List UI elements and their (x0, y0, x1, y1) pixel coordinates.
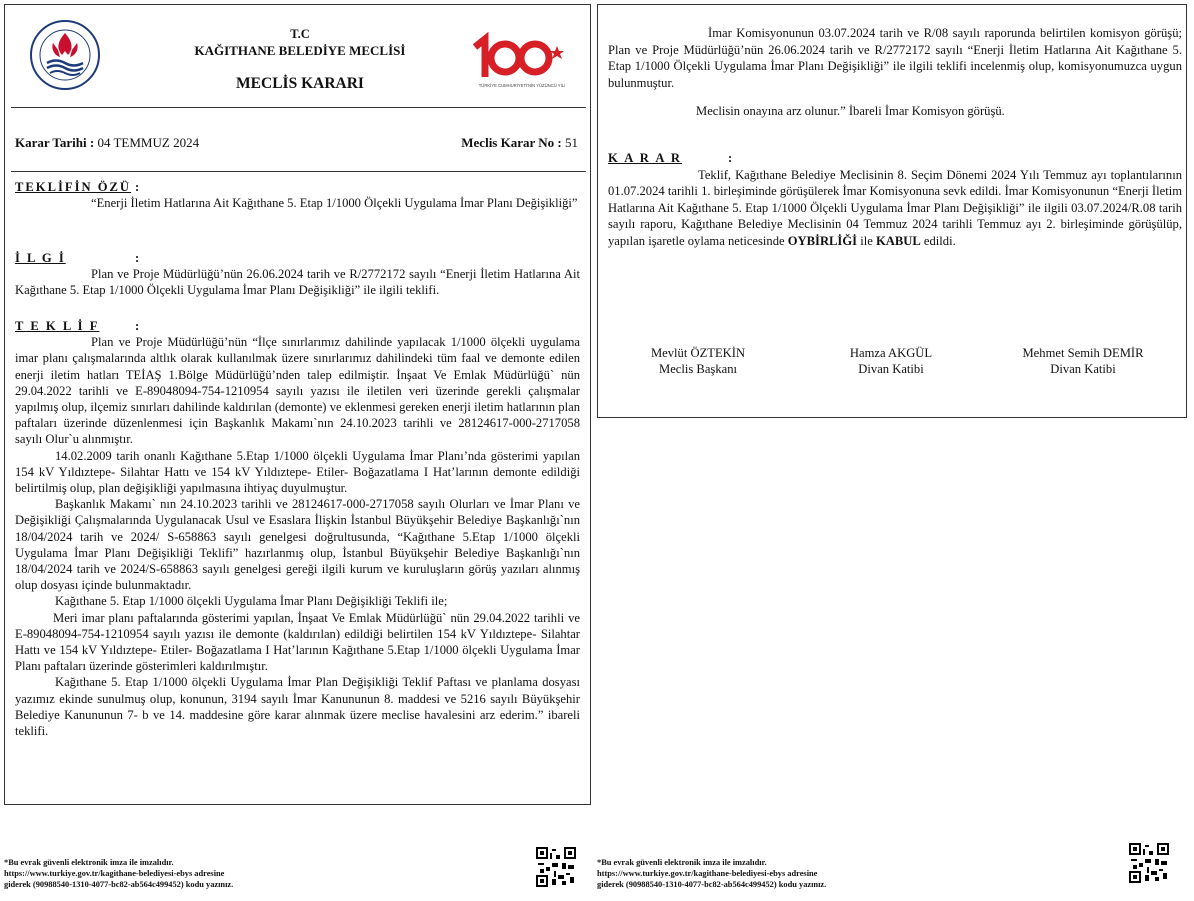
page-2 (597, 4, 1187, 418)
signatory-title: Divan Katibi (1050, 362, 1116, 376)
signature-clerk-2 (998, 345, 1168, 377)
teklif-paragraph: Plan ve Proje Müdürlüğü’nün “İlçe sınırlarımız dahilinde yapılacak 1/1000 ölçekli uygulama imar planı çalışmalarında altlık olarak kullanılmak üzere sınırlarımız dahilindeki tüm faal ve demonte edilen enerji iletim hatları TEİAŞ 1.Bölge Müdürlüğü’nden talep edilmiştir. İnşaat Ve Emlak Müdürlüğü` nün 29.04.2022 tarihli ve E-89048094-754-1210954 sayılı yazısı ile iletilen veri üzerinde gerekli çalışmalar yapılmış olup, ilçemiz sınırları dahilinde kaldırılan (demonte) ve eklenmesi gereken enerji iletim hatlarının plan paftaları üzerinde düzenlenmesi için Başkanlık Makamı`nın 24.10.2023 tarihli ve 28124617-000-2717058 sayılı Olur`u alınmıştır. (15, 335, 580, 447)
signatory-name: Mehmet Semih DEMİR (1022, 346, 1144, 360)
section-karar: K A R A R : Teklif, Kağıthane Belediye Meclisinin 8. Seçim Dönemi 2024 Yılı Temmuz ayı toplantılarının 01.07.2024 tarihli 1. birleşiminde görüşülerek İmar Komisyonuna sevk edildi. İmar Komisyonunun “Enerji İletim Hatlarına Ait Kağıthane 5. Etap 1/1000 Ölçekli Uygulama İmar Planı Değişikliği” ile ilgili 03.07.2024/R.08 tarih sayılı raporu, Kağıthane Belediye Meclisinin 04 Temmuz 2024 tarihli Temmuz ayı 2. birleşiminde görüşülüp, yapılan işaretle oylama neticesinde OYBİRLİĞİ ile KABUL edildi. (608, 151, 1182, 248)
signature-chairman (618, 345, 778, 377)
decision-date: Karar Tarihi : 04 TEMMUZ 2024 (15, 135, 200, 150)
section-teklif-ozu: TEKLİFİN ÖZÜ : “Enerji İletim Hatlarına Ait Kağıthane 5. Etap 1/1000 Ölçekli Uygulama İmar Planı Değişikliği” (15, 179, 580, 211)
komisyon-paragraph: İmar Komisyonunun 03.07.2024 tarih ve R/08 sayılı raporunda belirtilen komisyon görüşü; Plan ve Proje Müdürlüğü’nün 26.06.2024 tarih ve R/2772172 sayılı “Enerji İletim Hatlarına Ait Kağıthane 5. Etap 1/1000 Ölçekli Uygulama İmar Planı Değişikliği” ile ilgili teklifi incelenmiş olup, komisyonumuzca uygun bulunmuştur. (608, 26, 1182, 90)
section-teklif: T E K L İ F : Plan ve Proje Müdürlüğü’nün “İlçe sınırlarımız dahilinde yapılacak 1/1000 ölçekli uygulama imar planı çalışmalarında altlık olarak kullanılmak üzere sınırlarımız dahilindeki tüm faal ve demonte edilen enerji iletim hatları TEİAŞ 1.Bölge Müdürlüğü’nden talep edilmiştir. İnşaat Ve Emlak Müdürlüğü` nün 29.04.2022 tarihli ve E-89048094-754-1210954 sayılı yazısı ile iletilen veri üzerinde gerekli çalışmalar yapılmış olup, ilçemiz sınırları dahilinde kaldırılan (demonte) ve eklenmesi gereken enerji iletim hatlarının plan paftaları üzerinde düzenlenmesi için Başkanlık Makamı`nın 24.10.2023 tarihli ve 28124617-000-2717058 sayılı Olur`u alınmıştır. 14.02.2009 tarih onanlı Kağıthane 5.Etap 1/1000 ölçekli Uygulama İmar Planı’nda gösterimi yapılan 154 kV Yıldıztepe- Silahtar Hattı ve 154 kV Yıldıztepe- Etiler- Boğazatlama I Hat’larının demonte edildiği belirtilmiş olup, plan değişikliği yapılmasına ihtiyaç duyulmuştur. Başkanlık Makamı` nın 24.10.2023 tarihli ve 28124617-000-2717058 sayılı Olurları ve İmar Planı ve Değişikliği Çalışmalarında Uygulanacak Usul ve Esaslara İlişkin İstanbul Büyükşehir Belediye Başkanlığı`nın 18/04/2024 tarih ve 2024/ S-658863 sayılı genelgesi doğrultusunda, “Kağıthane 5.Etap 1/1000 ölçekli Uygulama İmar Planı Değişikliği Teklifi” hazırlanmış olup, İstanbul Büyükşehir Belediye Başkanlığı`nın 18/04/2024 tarih ve 2024/S-658863 sayılı genelgesi gereği ilgili kurum ve kuruluşların görüş yazıları alınmış olup dosyası içinde bulunmaktadır. Kağıthane 5. Etap 1/1000 ölçekli Uygulama İmar Planı Değişikliği Teklifi ile; Meri imar planı paftalarında gösterimi yapılan, İnşaat Ve Emlak Müdürlüğü` nün 29.04.2022 tarihli ve E-89048094-754-1210954 sayılı yazısı ile demonte (kaldırılan) edildiği belirtilen 154 kV Yıldıztepe- Silahtar Hattı ve 154 kV Yıldıztepe- Etiler- Boğazatlama I Hat’larının Kağıthane 5.Etap 1/1000 ölçekli Uygulama İmar Planı paftaları üzerinde gösterimleri kaldırılmıştır. Kağıthane 5. Etap 1/1000 ölçekli Uygulama İmar Plan Değişikliği Teklif Paftası ve planlama dosyası yazımız ekinde sunulmuş olup, konunun, 3194 sayılı İmar Kanununun 8. maddesi ve 5216 sayılı Büyükşehir Belediye Kanununun 7- b ve 14. maddesine göre karar alınmak üzere meclise havalesini arz ederim.” ibareli teklifi. (15, 319, 580, 739)
teklif-paragraph: 14.02.2009 tarih onanlı Kağıthane 5.Etap 1/1000 ölçekli Uygulama İmar Planı’nda gösterimi yapılan 154 kV Yıldıztepe- Silahtar Hattı ve 154 kV Yıldıztepe- Etiler- Boğazatlama I Hat’larının demonte edildiği belirtilmiş olup, plan değişikliği yapılmasına ihtiyaç duyulmuştur. (15, 448, 580, 496)
teklif-ozu-text: “Enerji İletim Hatlarına Ait Kağıthane 5. Etap 1/1000 Ölçekli Uygulama İmar Planı Değişikliği” (91, 196, 578, 211)
signatory-title: Divan Katibi (858, 362, 924, 376)
signatory-title: Meclis Başkanı (659, 362, 737, 376)
page-1 (4, 4, 591, 805)
section-ilgi: İ L G İ : Plan ve Proje Müdürlüğü’nün 26.06.2024 tarih ve R/2772172 sayılı “Enerji İletim Hatlarına Ait Kağıthane 5. Etap 1/1000 Ölçekli Uygulama İmar Planı Değişikliği” ile ilgili teklifi. (15, 251, 580, 298)
signatory-name: Hamza AKGÜL (849, 346, 933, 360)
meta-divider (11, 171, 586, 172)
ilgi-heading: İ L G İ (15, 251, 66, 265)
header-divider (11, 107, 586, 108)
karar-heading: K A R A R (608, 151, 682, 165)
centennial-caption: TÜRKİYE CUMHURİYETİ'NİN YÜZÜNCÜ YILI (478, 83, 566, 88)
teklif-ozu-heading: TEKLİFİN ÖZÜ (15, 180, 132, 194)
teklif-paragraph: Kağıthane 5. Etap 1/1000 ölçekli Uygulama İmar Planı Değişikliği Teklifi ile; (55, 594, 448, 609)
centennial-logo (471, 31, 571, 91)
teklif-paragraph: Başkanlık Makamı` nın 24.10.2023 tarihli ve 28124617-000-2717058 sayılı Olurları ve İmar Planı ve Değişikliği Çalışmalarında Uygulanacak Usul ve Esaslara İlişkin İstanbul Büyükşehir Belediye Başkanlığı`nın 18/04/2024 tarih ve 2024/ S-658863 sayılı genelgesi doğrultusunda, “Kağıthane 5.Etap 1/1000 ölçekli Uygulama İmar Planı Değişikliği Teklifi” hazırlanmış olup, İstanbul Büyükşehir Belediye Başkanlığı`nın 18/04/2024 tarih ve 2024/S-658863 sayılı genelgesi gereği ilgili kurum ve kuruluşların görüş yazıları alınmış olup dosyası içinde bulunmaktadır. (15, 497, 580, 593)
page-title: MECLİS KARARI (236, 75, 364, 92)
teklif-paragraph: Kağıthane 5. Etap 1/1000 ölçekli Uygulama İmar Plan Değişikliği Teklif Paftası ve planlama dosyası yazımız ekinde sunulmuş olup, konunun, 3194 sayılı İmar Kanununun 8. maddesi ve 5216 sayılı Büyükşehir Belediye Kanununun 7- b ve 14. maddesine göre karar alınmak üzere meclise havalesini arz ederim.” ibareli teklifi. (15, 675, 580, 739)
komisyon-paragraph: Meclisin onayına arz olunur.” İbareli İmar Komisyon görüşü. (696, 104, 1005, 118)
qr-code (536, 847, 576, 887)
qr-code (1129, 843, 1169, 883)
e-signature-note: *Bu evrak güvenli elektronik imza ile imzalıdır. https://www.turkiye.gov.tr/kagithane-belediyesi-ebys adresine giderek (90988540-1310-4077-bc82-ab564c499452) kodu yazınız. (597, 858, 827, 889)
council-name: KAĞITHANE BELEDİYE MECLİSİ (194, 43, 406, 58)
section-komisyon (608, 25, 1182, 120)
ilgi-text: Plan ve Proje Müdürlüğü’nün 26.06.2024 tarih ve R/2772172 sayılı “Enerji İletim Hatlarına Ait Kağıthane 5. Etap 1/1000 Ölçekli Uygulama İmar Planı Değişikliği” ile ilgili teklifi. (15, 267, 580, 298)
decision-number: Meclis Karar No : 51 (461, 135, 578, 150)
teklif-heading: T E K L İ F (15, 319, 100, 333)
municipality-logo (25, 19, 105, 91)
header-tc: T.C (290, 27, 310, 41)
signatory-name: Mevlüt ÖZTEKİN (650, 346, 746, 360)
karar-text: Teklif, Kağıthane Belediye Meclisinin 8. Seçim Dönemi 2024 Yılı Temmuz ayı toplantılarının 01.07.2024 tarihli 1. birleşiminde görüşülerek İmar Komisyonuna sevk edildi. İmar Komisyonunun “Enerji İletim Hatlarına Ait Kağıthane 5. Etap 1/1000 Ölçekli Uygulama İmar Planı Değişikliği” ile ilgili 03.07.2024/R.08 tarih sayılı raporu, Kağıthane Belediye Meclisinin 04 Temmuz 2024 tarihli Temmuz ayı 2. birleşiminde görüşülüp, yapılan işaretle oylama neticesinde OYBİRLİĞİ ile KABUL edildi. (608, 167, 1182, 248)
e-signature-note: *Bu evrak güvenli elektronik imza ile imzalıdır. https://www.turkiye.gov.tr/kagithane-belediyesi-ebys adresine giderek (90988540-1310-4077-bc82-ab564c499452) kodu yazınız. (4, 858, 234, 889)
teklif-paragraph: Meri imar planı paftalarında gösterimi yapılan, İnşaat Ve Emlak Müdürlüğü` nün 29.04.2022 tarihli ve E-89048094-754-1210954 sayılı yazısı ile demonte (kaldırılan) edildiği belirtilen 154 kV Yıldıztepe- Silahtar Hattı ve 154 kV Yıldıztepe- Etiler- Boğazatlama I Hat’larının Kağıthane 5.Etap 1/1000 ölçekli Uygulama İmar Planı paftaları üzerinde gösterimleri kaldırılmıştır. (15, 610, 580, 674)
signature-clerk-1 (811, 345, 971, 377)
